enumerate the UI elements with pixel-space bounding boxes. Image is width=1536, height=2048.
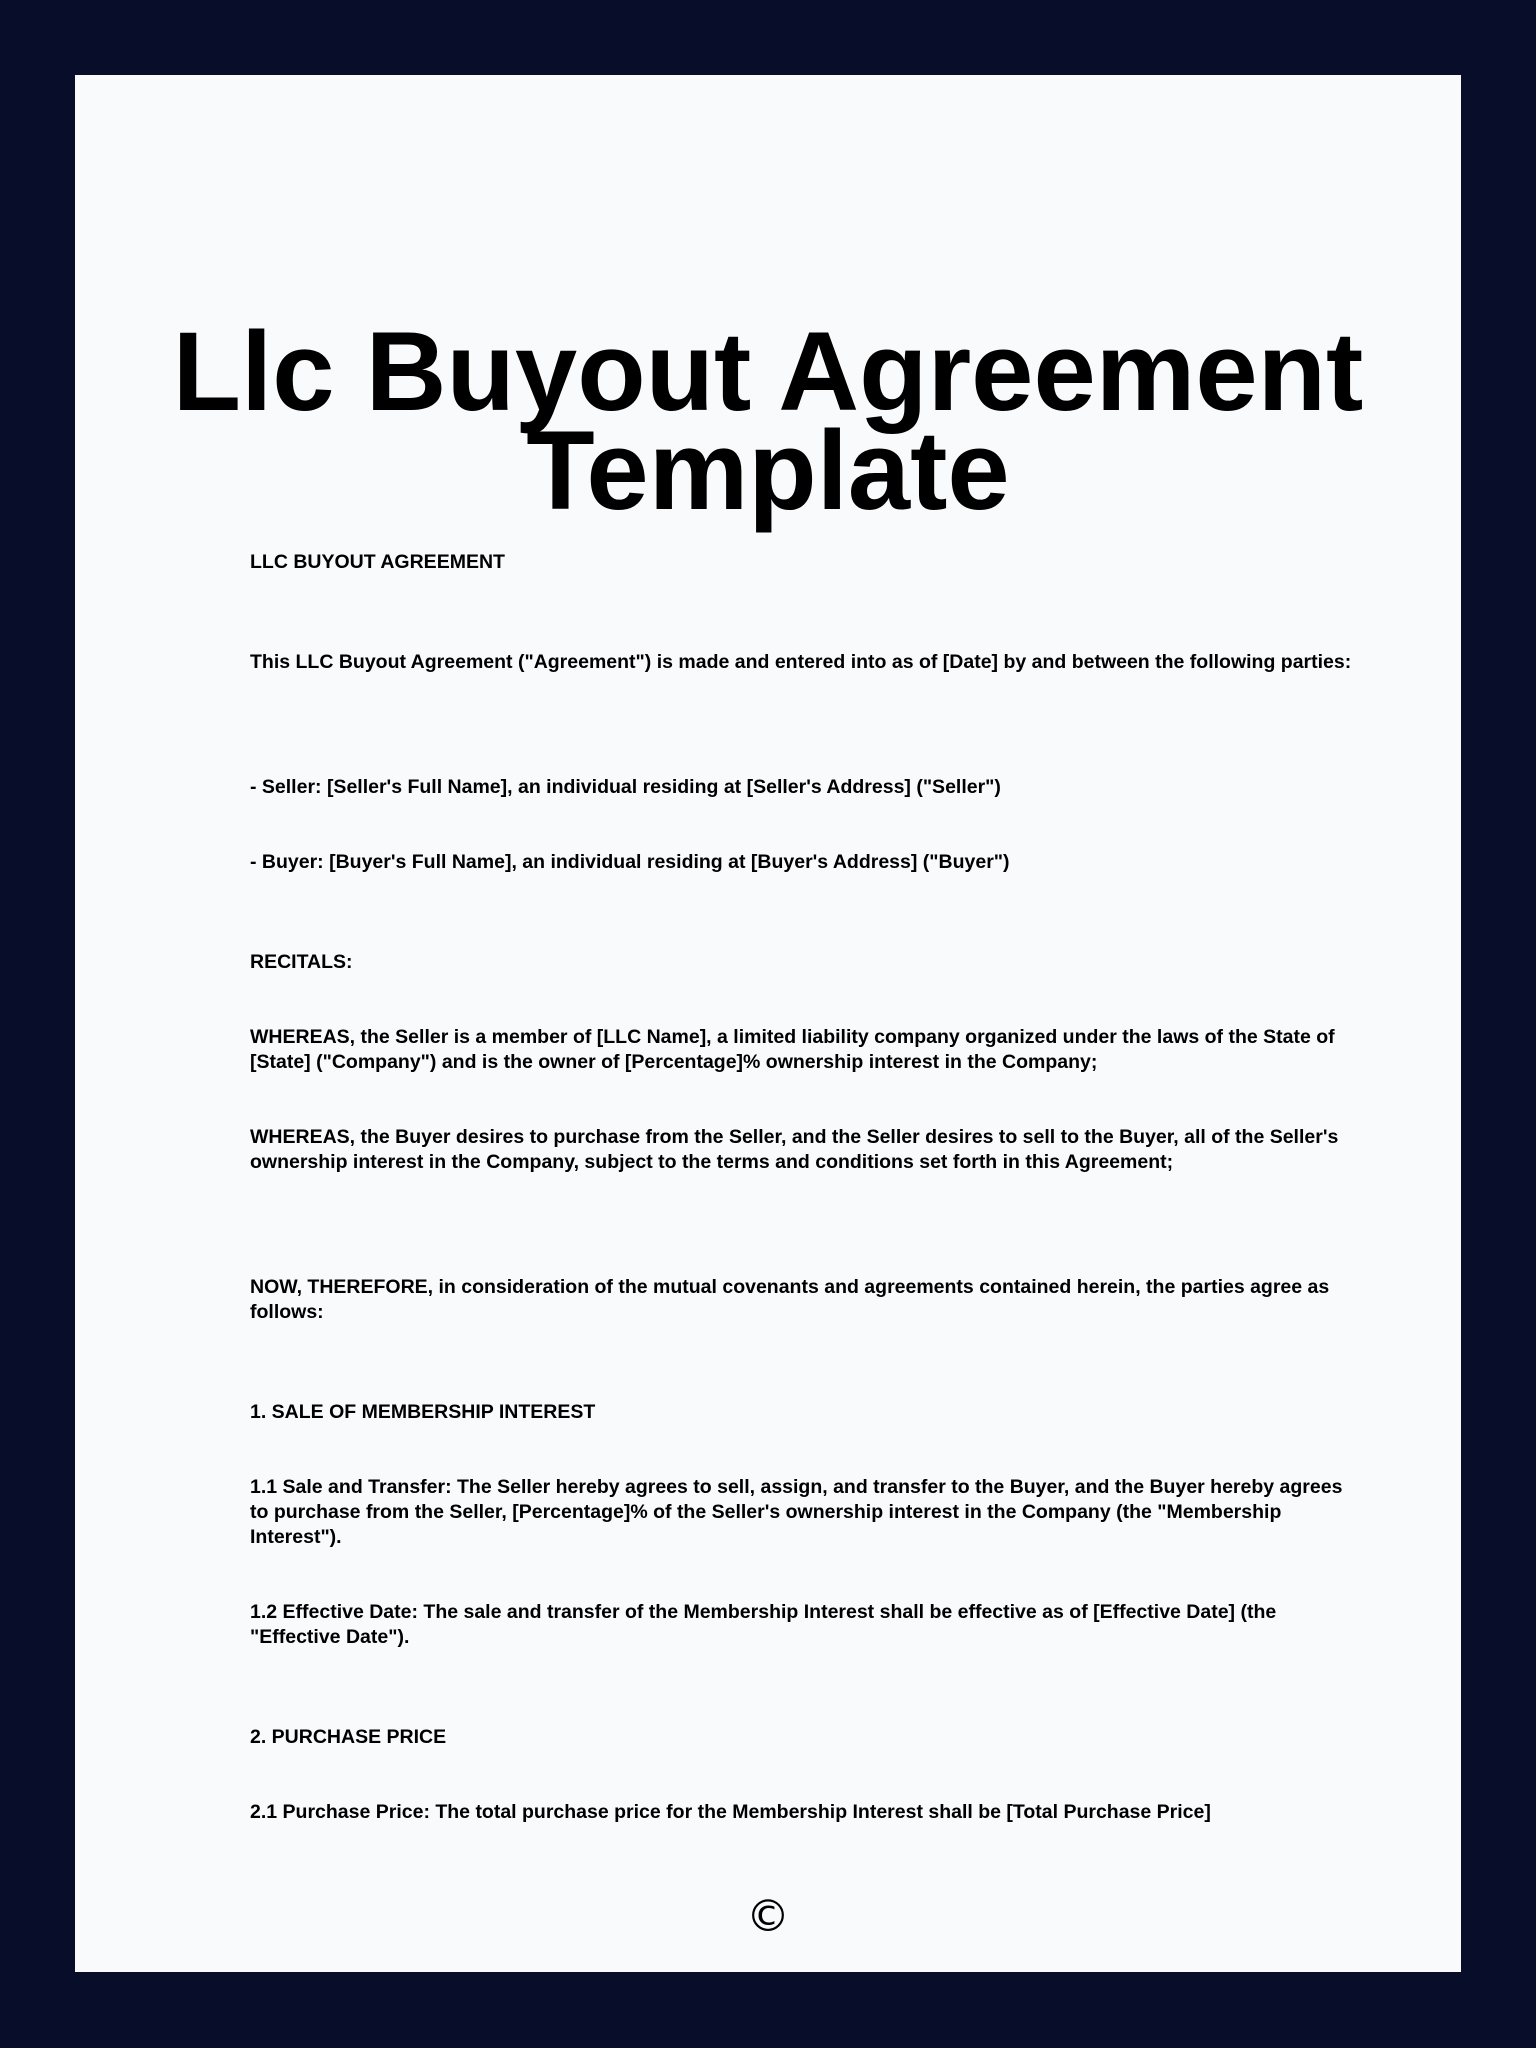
- recital-seller-membership: WHEREAS, the Seller is a member of [LLC Name], a limited liability company organized under the laws of the State of [State] ("Company") and is the owner of [Percentage]% ownership interest in the Company;: [250, 1026, 1335, 1073]
- buyer-party: - Buyer: [Buyer's Full Name], an individual residing at [Buyer's Address] ("Buyer"): [250, 851, 1010, 873]
- section-2-heading: 2. PURCHASE PRICE: [250, 1726, 447, 1748]
- section-1-heading: 1. SALE OF MEMBERSHIP INTEREST: [250, 1401, 596, 1423]
- recitals-heading: RECITALS:: [250, 951, 353, 973]
- recital-buyer-desire: WHEREAS, the Buyer desires to purchase from the Seller, and the Seller desires to sell to the Buyer, all of the Seller's ownership interest in the Company, subject to the terms and conditions set forth in this Agreement;: [250, 1126, 1339, 1173]
- title-line-1: Llc Buyout Agreement: [172, 309, 1364, 434]
- seller-party: - Seller: [Seller's Full Name], an individual residing at [Seller's Address] ("Seller"): [250, 776, 1001, 798]
- clause-1-1: 1.1 Sale and Transfer: The Seller hereby agrees to sell, assign, and transfer to the Buyer, and the Buyer hereby agrees to purchase from the Seller, [Percentage]% of the Seller's ownership interest in the Company (the "Membership Interest").: [250, 1476, 1343, 1548]
- intro-paragraph: This LLC Buyout Agreement ("Agreement") is made and entered into as of [Date] by and between the following parties:: [250, 651, 1352, 673]
- now-therefore-paragraph: NOW, THEREFORE, in consideration of the mutual covenants and agreements contained herein, the parties agree as follows:: [250, 1276, 1330, 1323]
- clause-1-2: 1.2 Effective Date: The sale and transfer of the Membership Interest shall be effective as of [Effective Date] (the "Effective Date").: [250, 1601, 1277, 1648]
- copyright-icon: ©: [746, 1891, 790, 1942]
- document-page: [75, 75, 1461, 1972]
- clause-2-1: 2.1 Purchase Price: The total purchase price for the Membership Interest shall be [Total Purchase Price]: [250, 1801, 1211, 1823]
- title-line-2: Template: [526, 408, 1010, 533]
- document-title: [75, 309, 1461, 533]
- agreement-heading: LLC BUYOUT AGREEMENT: [250, 551, 505, 573]
